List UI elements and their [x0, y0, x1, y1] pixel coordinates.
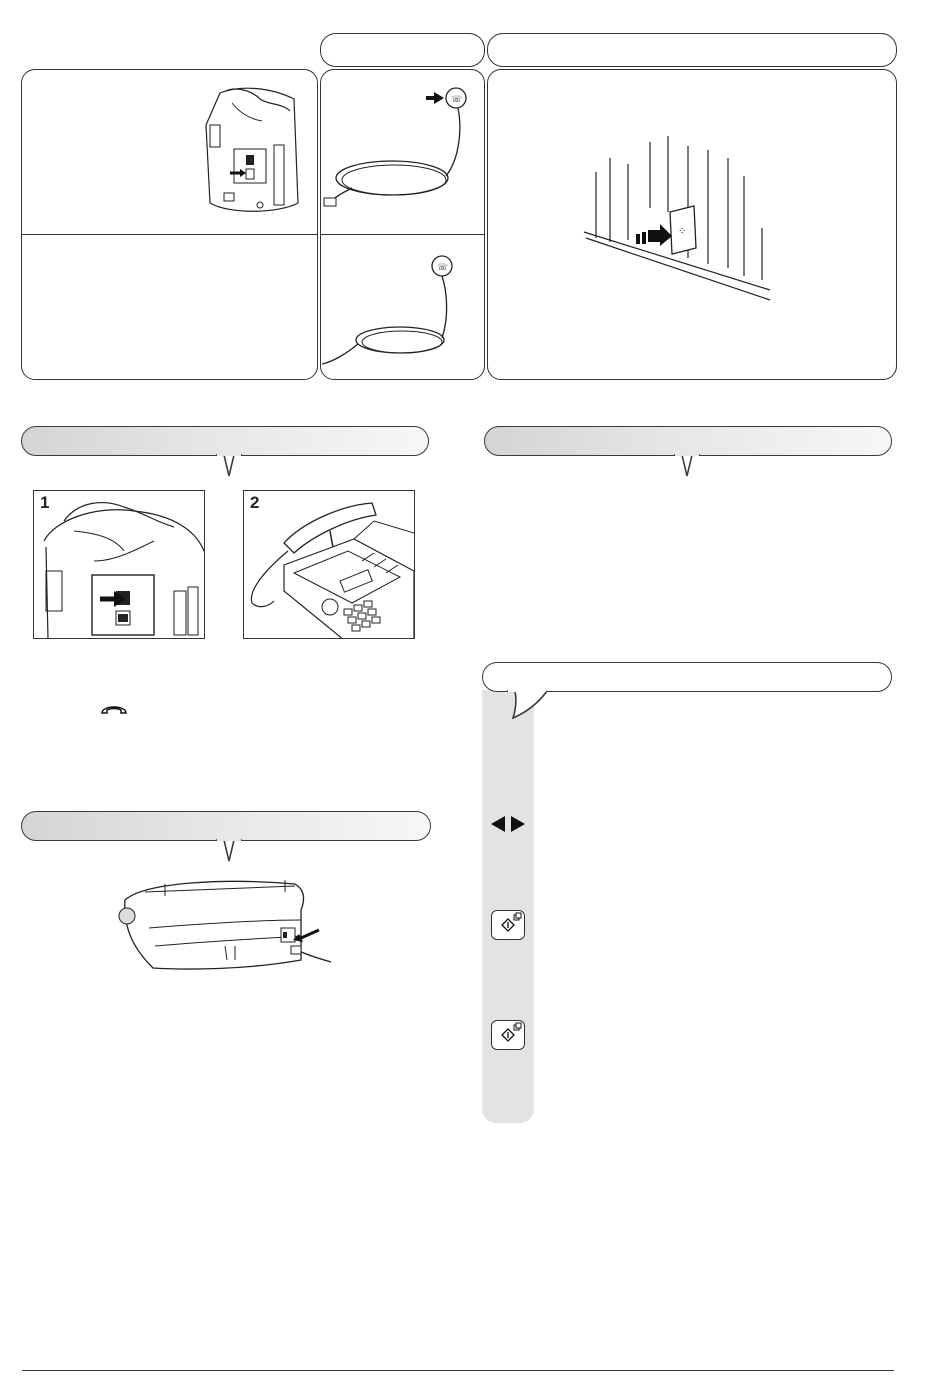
start-copy-key-button [491, 1020, 525, 1050]
left-right-arrows-icon [490, 815, 526, 833]
section-bar-pointer [673, 454, 701, 478]
figure-step-2 [243, 490, 415, 639]
figure-number: 1 [40, 493, 50, 512]
svg-text:⁘: ⁘ [678, 226, 687, 237]
top-header-pill-middle [320, 33, 485, 67]
figure-step-1 [33, 490, 205, 639]
handset-placement-illustration [244, 491, 415, 639]
section-bar-pointer [215, 839, 243, 863]
figure-number: 2 [250, 493, 260, 512]
section-bar-power-cord [21, 811, 431, 841]
start-copy-key-icon [491, 910, 525, 940]
section-bar-pointer [505, 690, 549, 720]
phone-cable-plug-illustration-1 [322, 78, 482, 218]
phone-cable-plug-illustration-2 [322, 244, 482, 374]
start-copy-key-button [491, 910, 525, 940]
wall-socket-illustration [580, 128, 780, 308]
section-bar-connect-handset [21, 426, 429, 456]
top-middle-divider [321, 234, 485, 235]
instructions-key-column [482, 690, 534, 1123]
top-left-divider [22, 234, 318, 235]
section-bar-right-top [484, 426, 892, 456]
top-header-pill-right [487, 33, 897, 67]
section-bar-pointer [215, 454, 243, 478]
footer-rule [22, 1370, 894, 1371]
fax-power-connection-illustration [105, 870, 335, 974]
section-bar-right-lower [482, 662, 892, 692]
handset-icon [100, 703, 128, 715]
fax-rear-handset-jack-illustration [34, 491, 205, 639]
start-copy-key-icon [491, 1020, 525, 1050]
fax-rear-connection-illustration [190, 85, 302, 217]
svg-text:☏: ☏ [451, 95, 463, 105]
svg-text:☏: ☏ [437, 263, 449, 273]
